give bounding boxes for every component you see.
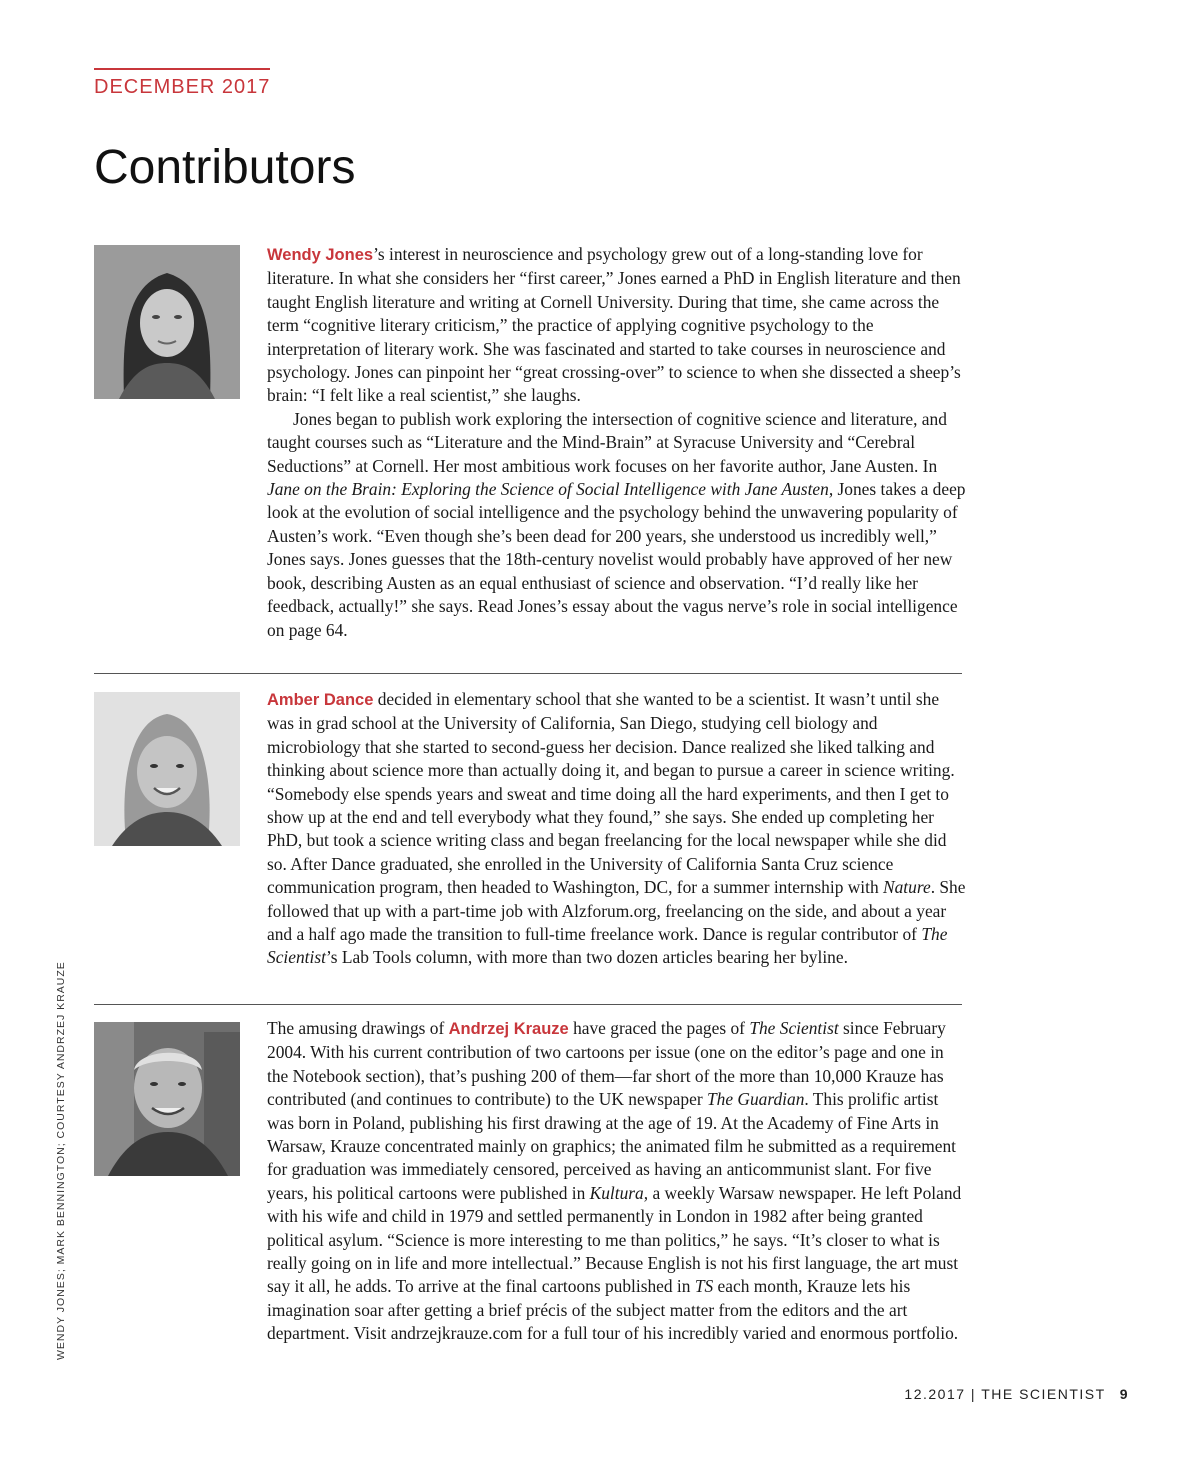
folio-text: 12.2017 | THE SCIENTIST	[904, 1386, 1106, 1402]
header-rule	[94, 68, 270, 70]
page-number: 9	[1119, 1386, 1129, 1402]
portrait-woman-smiling-icon	[94, 692, 240, 846]
issue-date: DECEMBER 2017	[94, 76, 271, 98]
bio-amber-dance: Amber Dance decided in elementary school that she wanted to be a scientist. It wasn’t until she was in grad school at the University of California, San Diego, studying cell biology and microbiology that she started to second-guess her decision. Dance realized she liked talking and thinking about science more than actually doing it, and began to pursue a career in science writing. “Somebody else spends years and sweat and time doing all the hard experiments, and then I get to show up at the end and tell everybody what they found,” she says. She ended up completing her PhD, but took a science writing class and began freelancing for the local newspaper while she did so. After Dance graduated, she enrolled in the University of California Santa Cruz science communication program, then headed to Washington, DC, for a summer internship with Nature. She followed that up with a part-time job with Alzforum.org, freelancing on the side, and about a year and a half ago made the transition to full-time freelance work. Dance is regular contributor of The Scientist’s Lab Tools column, with more than two dozen articles bearing her byline.	[267, 689, 966, 968]
section-divider	[94, 673, 962, 674]
contributor-name: Amber Dance	[267, 691, 374, 709]
bio-andrzej-krauze: The amusing drawings of Andrzej Krauze have graced the pages of The Scientist since February 2004. With his current contribution of two cartoons per issue (one on the editor’s page and one in the Notebook section), that’s pushing 200 of them—far short of the more than 10,000 Krauze has contributed (and continues to contribute) to the UK newspaper The Guardian. This prolific artist was born in Poland, publishing his first drawing at the age of 19. At the Academy of Fine Arts in Warsaw, Krauze concentrated mainly on graphics; the animated film he submitted as a requirement for graduation was immediately censored, perceived as having an anticommunist slant. For five years, his political cartoons were published in Kultura, a weekly Warsaw newspaper. He left Poland with his wife and child in 1979 and settled permanently in London in 1982 after being granted political asylum. “Science is more interesting to me than politics,” he says. “It’s closer to what is really going on in life and more intellectual.” Because English is not his first language, the art must say it all, he adds. To arrive at the final cartoons published in TS each month, Krauze lets his imagination soar after getting a brief précis of the subject matter from the editors and the art department. Visit andrzejkrauze.com for a full tour of his incredibly varied and enormous portfolio.	[267, 1018, 962, 1344]
contributor-name: Andrzej Krauze	[448, 1020, 569, 1038]
page-title: Contributors	[94, 141, 356, 194]
contributor-name: Wendy Jones	[267, 246, 374, 264]
bio-wendy-jones: Wendy Jones’s interest in neuroscience and psychology grew out of a long-standing love for literature. In what she considers her “first career,” Jones earned a PhD in English literature and then taught English literature and writing at Cornell University. During that time, she came across the term “cognitive literary criticism,” the practice of applying cognitive psychology to the interpretation of literary work. She was fascinated and started to take courses in neuroscience and psychology. Jones can pinpoint her “great crossing-over” to science to when she dissected a sheep’s brain: “I felt like a real scientist,” she laughs. Jones began to publish work exploring the intersection of cognitive science and literature, and taught courses such as “Literature and the Mind-Brain” at Syracuse University and “Cerebral Seductions” at Cornell. Her most ambitious work focuses on her favorite author, Jane Austen. In Jane on the Brain: Exploring the Science of Social Intelligence with Jane Austen, Jones takes a deep look at the evolution of social intelligence and the psychology behind the unwavering popularity of Austen’s work. “Even though she’s been dead for 200 years, she understood us incredibly well,” Jones says. Jones guesses that the 18th-century novelist would probably have approved of her new book, describing Austen as an equal enthusiast of science and observation. “I’d really like her feedback, actually!” she says. Read Jones’s essay about the vagus nerve’s role in social intelligence on page 64.	[267, 244, 966, 640]
page-footer	[904, 1386, 1129, 1402]
book-title: Jane on the Brain: Exploring the Science of Social Intelligence with Jane Austen,	[267, 479, 834, 500]
portrait-woman-long-hair-icon	[94, 245, 240, 399]
section-divider	[94, 1004, 962, 1005]
portrait-man-smiling-icon	[94, 1022, 240, 1176]
photo-credit: WENDY JONES; MARK BENNINGTON; COURTESY ANDRZEJ KRAUZE	[55, 961, 67, 1360]
